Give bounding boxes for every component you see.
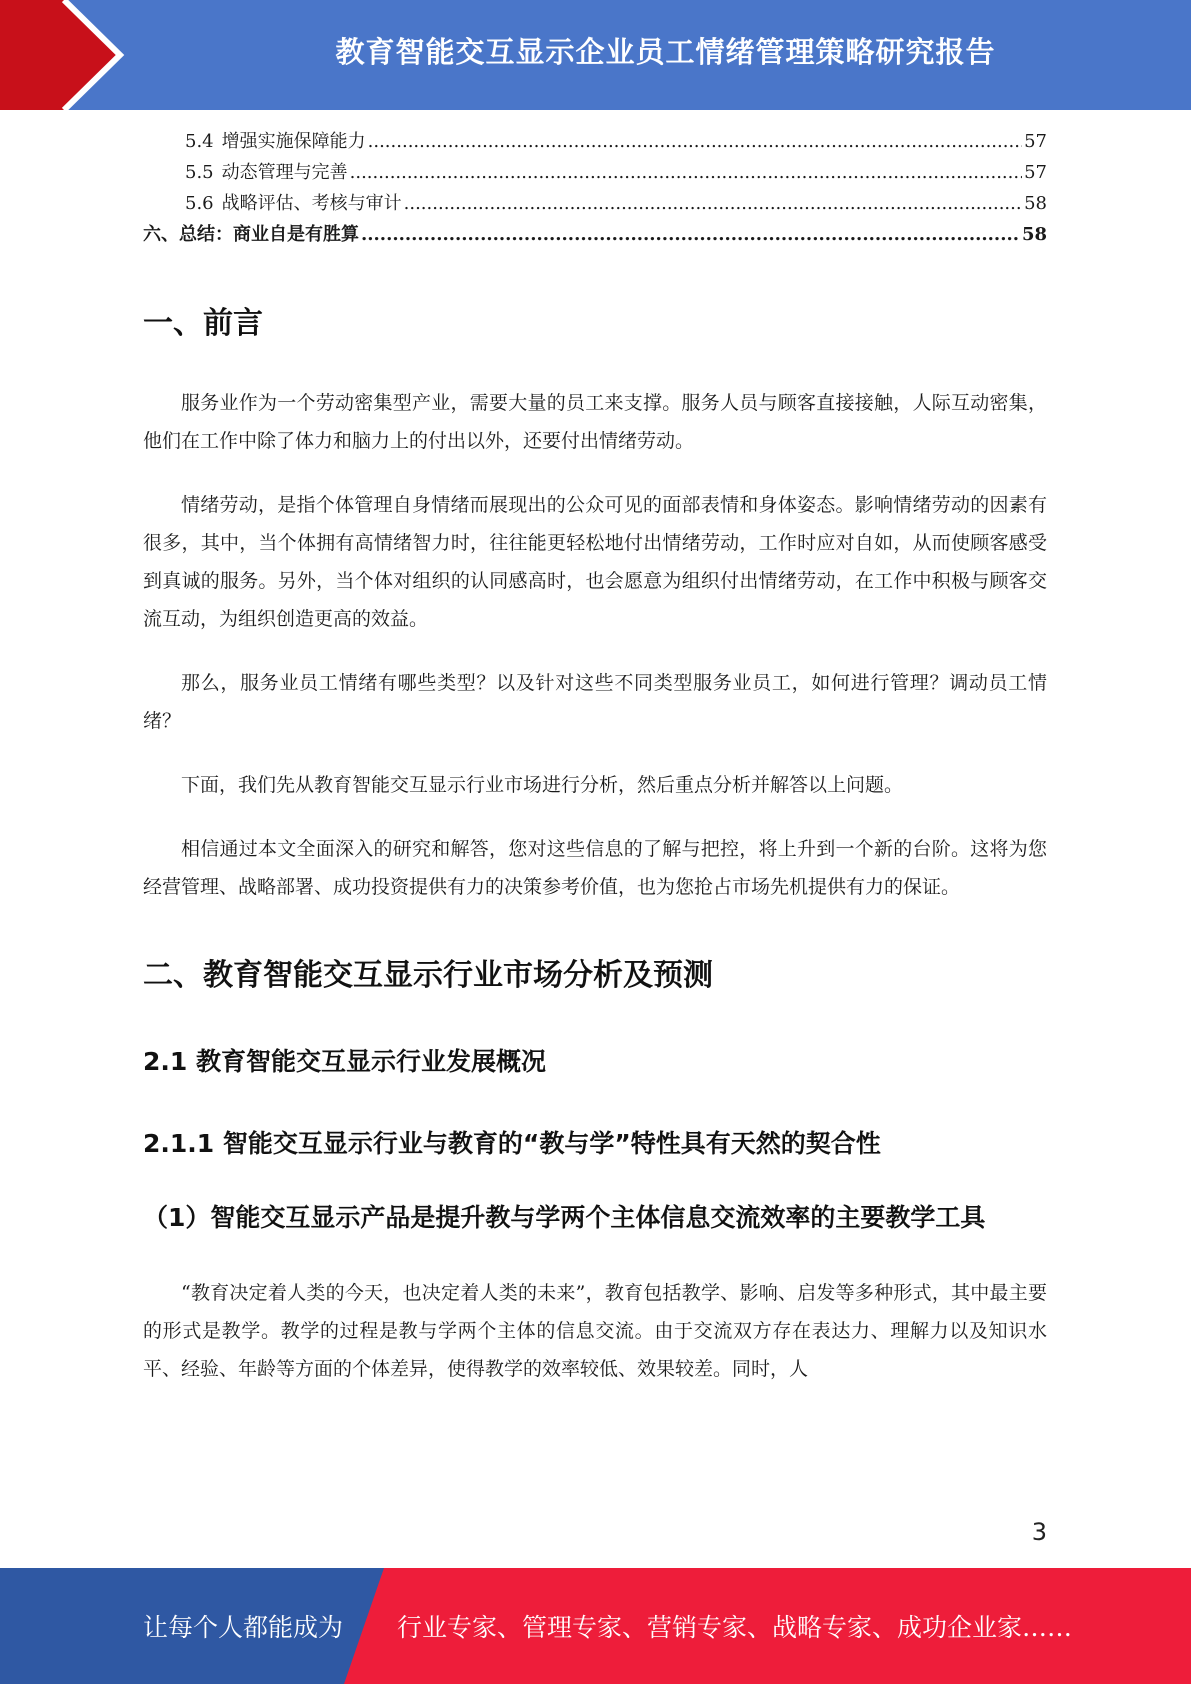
toc-leader: [404, 188, 1022, 219]
footer-slogan-right: 行业专家、管理专家、营销专家、战略专家、成功企业家……: [397, 1613, 1073, 1642]
report-title: 教育智能交互显示企业员工情绪管理策略研究报告: [335, 34, 996, 69]
page-content: [143, 126, 1047, 1388]
body-paragraph: 下面，我们先从教育智能交互显示行业市场进行分析，然后重点分析并解答以上问题。: [181, 774, 904, 796]
table-of-contents: [143, 126, 1047, 250]
page-header: [0, 0, 1191, 110]
section-heading-market: 二、教育智能交互显示行业市场分析及预测: [143, 958, 713, 993]
toc-title: 六、总结：商业自是有胜算: [143, 224, 359, 245]
toc-title: 战略评估、考核与审计: [221, 193, 402, 214]
body-paragraph: 服务业作为一个劳动密集型产业，需要大量的员工来支撑。服务人员与顾客直接接触，人际互动密集，他们在工作中除了体力和脑力上的付出以外，还要付出情绪劳动。: [143, 392, 1047, 452]
subsection-heading: 2.1 教育智能交互显示行业发展概况: [143, 1047, 546, 1076]
toc-leader: [350, 157, 1022, 188]
page-number: 3: [1031, 1518, 1047, 1546]
section-heading-preface: 一、前言: [143, 306, 263, 341]
toc-title: 动态管理与完善: [221, 162, 348, 183]
toc-title: 增强实施保障能力: [221, 131, 366, 152]
body-paragraph: 相信通过本文全面深入的研究和解答，您对这些信息的了解与把控，将上升到一个新的台阶。这将为您经营管理、战略部署、成功投资提供有力的决策参考价值，也为您抢占市场先机提供有力的保证。: [143, 838, 1047, 898]
toc-entry[interactable]: [143, 157, 1047, 188]
footer-slogan-left: 让每个人都能成为: [143, 1613, 344, 1642]
toc-page: 58: [1021, 224, 1047, 245]
toc-entry[interactable]: [143, 126, 1047, 157]
page-footer: [0, 1568, 1191, 1684]
toc-number: 5.4: [185, 131, 214, 152]
toc-page: 58: [1024, 193, 1047, 214]
body-paragraph: 情绪劳动，是指个体管理自身情绪而展现出的公众可见的面部表情和身体姿态。影响情绪劳动的因素有很多，其中，当个体拥有高情绪智力时，往往能更轻松地付出情绪劳动，工作时应对自如，从而使顾客感受到真诚的服务。另外，当个体对组织的认同感高时，也会愿意为组织付出情绪劳动，在工作中积极与顾客交流互动，为组织创造更高的效益。: [143, 494, 1047, 630]
subsection-heading: （1）智能交互显示产品是提升教与学两个主体信息交流效率的主要教学工具: [143, 1203, 986, 1232]
body-paragraph: 那么，服务业员工情绪有哪些类型？以及针对这些不同类型服务业员工，如何进行管理？调动员工情绪？: [143, 672, 1047, 732]
toc-number: 5.5: [185, 162, 214, 183]
toc-page: 57: [1024, 162, 1047, 183]
subsection-heading: 2.1.1 智能交互显示行业与教育的“教与学”特性具有天然的契合性: [143, 1129, 881, 1158]
toc-entry[interactable]: [143, 219, 1047, 250]
toc-number: 5.6: [185, 193, 214, 214]
body-paragraph: “教育决定着人类的今天，也决定着人类的未来”，教育包括教学、影响、启发等多种形式，其中最主要的形式是教学。教学的过程是教与学两个主体的信息交流。由于交流双方存在表达力、理解力以及知识水平、经验、年龄等方面的个体差异，使得教学的效率较低、效果较差。同时，人: [143, 1282, 1047, 1380]
toc-page: 57: [1024, 131, 1047, 152]
toc-leader: [361, 219, 1020, 250]
toc-entry[interactable]: [143, 188, 1047, 219]
toc-leader: [368, 126, 1022, 157]
